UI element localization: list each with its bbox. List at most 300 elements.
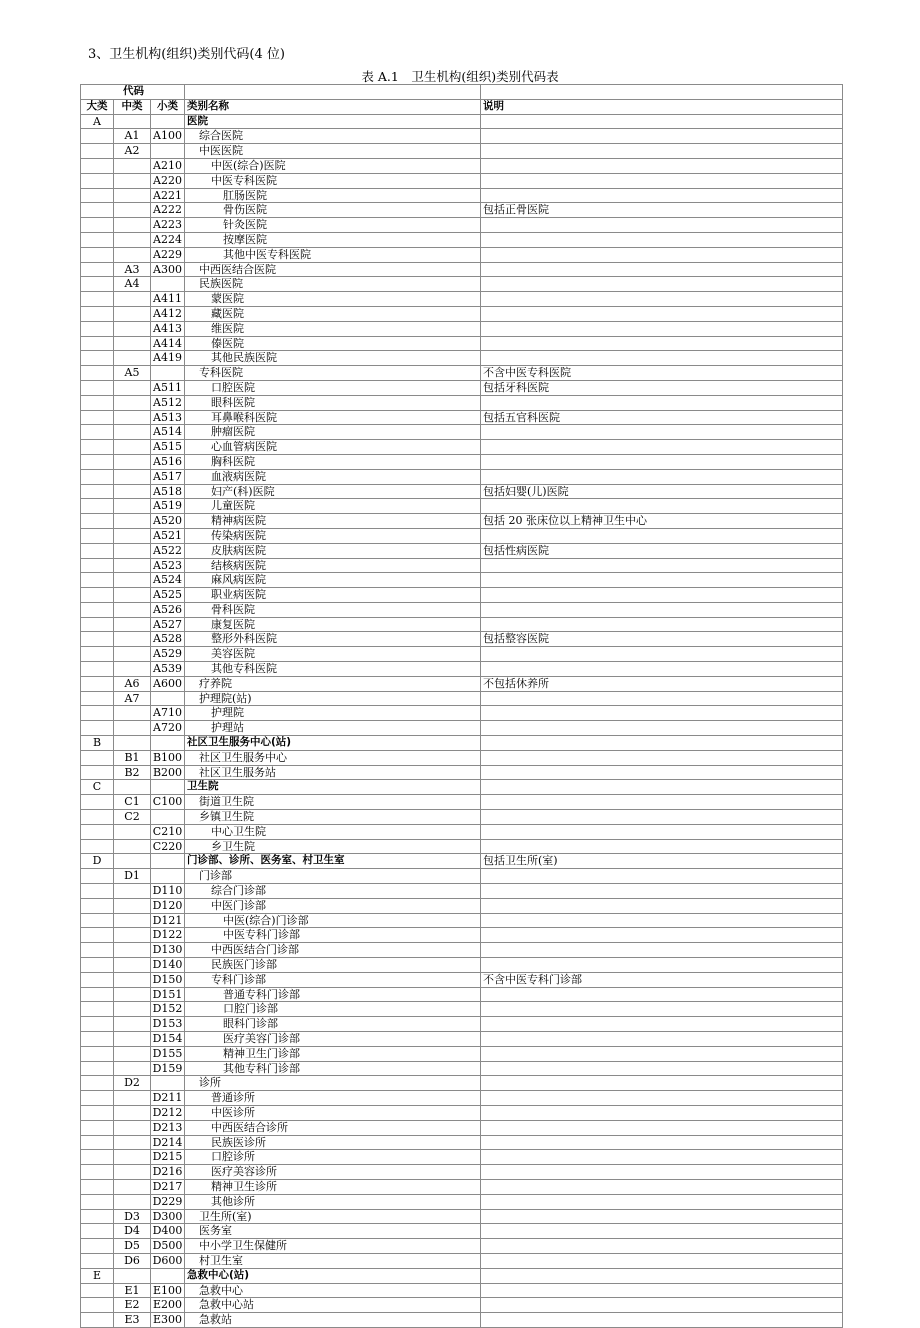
category-name-cell: 综合医院 bbox=[185, 129, 481, 144]
major-code-cell: E bbox=[81, 1268, 114, 1283]
header-medium: 中类 bbox=[114, 99, 151, 114]
minor-code-cell bbox=[151, 691, 185, 706]
table-row bbox=[81, 440, 843, 455]
minor-code-cell: C100 bbox=[151, 795, 185, 810]
note-cell bbox=[481, 691, 843, 706]
medium-code-cell bbox=[114, 1061, 151, 1076]
major-code-cell bbox=[81, 928, 114, 943]
table-row bbox=[81, 1105, 843, 1120]
minor-code-cell: A222 bbox=[151, 203, 185, 218]
table-row bbox=[81, 943, 843, 958]
medium-code-cell: A6 bbox=[114, 676, 151, 691]
table-row bbox=[81, 1091, 843, 1106]
note-cell bbox=[481, 114, 843, 129]
category-name-cell: 蒙医院 bbox=[185, 292, 481, 307]
table-row bbox=[81, 928, 843, 943]
medium-code-cell bbox=[114, 499, 151, 514]
minor-code-cell: A528 bbox=[151, 632, 185, 647]
table-row bbox=[81, 543, 843, 558]
major-code-cell bbox=[81, 129, 114, 144]
medium-code-cell bbox=[114, 1091, 151, 1106]
table-row bbox=[81, 454, 843, 469]
category-name-cell: 医疗美容门诊部 bbox=[185, 1032, 481, 1047]
medium-code-cell bbox=[114, 469, 151, 484]
minor-code-cell: D600 bbox=[151, 1253, 185, 1268]
header-code-group: 代码 bbox=[81, 85, 185, 100]
category-name-cell: 综合门诊部 bbox=[185, 884, 481, 899]
category-name-cell: 专科医院 bbox=[185, 366, 481, 381]
major-code-cell bbox=[81, 795, 114, 810]
medium-code-cell: D1 bbox=[114, 869, 151, 884]
note-cell bbox=[481, 1165, 843, 1180]
medium-code-cell bbox=[114, 632, 151, 647]
header-empty-name bbox=[185, 85, 481, 100]
note-cell bbox=[481, 602, 843, 617]
major-code-cell bbox=[81, 884, 114, 899]
table-row bbox=[81, 1313, 843, 1328]
table-row bbox=[81, 1150, 843, 1165]
category-name-cell: 中西医结合诊所 bbox=[185, 1120, 481, 1135]
major-code-cell bbox=[81, 647, 114, 662]
minor-code-cell: E200 bbox=[151, 1298, 185, 1313]
note-cell: 包括性病医院 bbox=[481, 543, 843, 558]
note-cell bbox=[481, 499, 843, 514]
minor-code-cell bbox=[151, 736, 185, 751]
category-name-cell: 乡卫生院 bbox=[185, 839, 481, 854]
note-cell bbox=[481, 721, 843, 736]
minor-code-cell: A223 bbox=[151, 218, 185, 233]
table-row bbox=[81, 1032, 843, 1047]
medium-code-cell: A7 bbox=[114, 691, 151, 706]
header-empty-note bbox=[481, 85, 843, 100]
major-code-cell bbox=[81, 588, 114, 603]
medium-code-cell bbox=[114, 188, 151, 203]
table-row bbox=[81, 321, 843, 336]
medium-code-cell: E3 bbox=[114, 1313, 151, 1328]
table-row bbox=[81, 721, 843, 736]
note-cell bbox=[481, 750, 843, 765]
medium-code-cell bbox=[114, 972, 151, 987]
minor-code-cell bbox=[151, 1268, 185, 1283]
medium-code-cell bbox=[114, 484, 151, 499]
major-code-cell: A bbox=[81, 114, 114, 129]
major-code-cell bbox=[81, 1313, 114, 1328]
table-row bbox=[81, 1239, 843, 1254]
medium-code-cell bbox=[114, 558, 151, 573]
major-code-cell bbox=[81, 218, 114, 233]
table-row bbox=[81, 1135, 843, 1150]
category-name-cell: 口腔门诊部 bbox=[185, 1002, 481, 1017]
minor-code-cell: A539 bbox=[151, 662, 185, 677]
medium-code-cell bbox=[114, 958, 151, 973]
table-row bbox=[81, 972, 843, 987]
major-code-cell bbox=[81, 824, 114, 839]
category-name-cell: 卫生院 bbox=[185, 780, 481, 795]
table-row bbox=[81, 292, 843, 307]
medium-code-cell bbox=[114, 336, 151, 351]
minor-code-cell: A525 bbox=[151, 588, 185, 603]
category-name-cell: 中医(综合)门诊部 bbox=[185, 913, 481, 928]
medium-code-cell bbox=[114, 884, 151, 899]
category-name-cell: 麻风病医院 bbox=[185, 573, 481, 588]
medium-code-cell bbox=[114, 1017, 151, 1032]
category-name-cell: 中医专科门诊部 bbox=[185, 928, 481, 943]
minor-code-cell: D159 bbox=[151, 1061, 185, 1076]
category-name-cell: 卫生所(室) bbox=[185, 1209, 481, 1224]
note-cell: 包括整容医院 bbox=[481, 632, 843, 647]
medium-code-cell bbox=[114, 173, 151, 188]
medium-code-cell bbox=[114, 395, 151, 410]
major-code-cell bbox=[81, 1150, 114, 1165]
note-cell bbox=[481, 158, 843, 173]
table-row bbox=[81, 277, 843, 292]
major-code-cell bbox=[81, 1283, 114, 1298]
category-name-cell: 急救中心 bbox=[185, 1283, 481, 1298]
note-cell bbox=[481, 928, 843, 943]
table-row bbox=[81, 750, 843, 765]
minor-code-cell: D154 bbox=[151, 1032, 185, 1047]
note-cell bbox=[481, 336, 843, 351]
minor-code-cell: A600 bbox=[151, 676, 185, 691]
category-name-cell: 中西医结合医院 bbox=[185, 262, 481, 277]
table-row bbox=[81, 425, 843, 440]
category-name-cell: 精神病医院 bbox=[185, 514, 481, 529]
table-row bbox=[81, 810, 843, 825]
minor-code-cell bbox=[151, 366, 185, 381]
table-row bbox=[81, 380, 843, 395]
minor-code-cell: A529 bbox=[151, 647, 185, 662]
major-code-cell bbox=[81, 839, 114, 854]
minor-code-cell: A519 bbox=[151, 499, 185, 514]
major-code-cell bbox=[81, 632, 114, 647]
major-code-cell bbox=[81, 1061, 114, 1076]
medium-code-cell bbox=[114, 232, 151, 247]
note-cell bbox=[481, 1091, 843, 1106]
note-cell bbox=[481, 647, 843, 662]
medium-code-cell bbox=[114, 410, 151, 425]
table-row bbox=[81, 691, 843, 706]
note-cell bbox=[481, 440, 843, 455]
note-cell bbox=[481, 395, 843, 410]
note-cell bbox=[481, 247, 843, 262]
note-cell: 包括五官科医院 bbox=[481, 410, 843, 425]
medium-code-cell bbox=[114, 898, 151, 913]
major-code-cell bbox=[81, 173, 114, 188]
medium-code-cell bbox=[114, 321, 151, 336]
medium-code-cell bbox=[114, 913, 151, 928]
note-cell bbox=[481, 1135, 843, 1150]
major-code-cell bbox=[81, 706, 114, 721]
minor-code-cell: D153 bbox=[151, 1017, 185, 1032]
major-code-cell bbox=[81, 750, 114, 765]
table-row bbox=[81, 1283, 843, 1298]
major-code-cell bbox=[81, 484, 114, 499]
major-code-cell bbox=[81, 1105, 114, 1120]
category-name-cell: 乡镇卫生院 bbox=[185, 810, 481, 825]
medium-code-cell bbox=[114, 351, 151, 366]
major-code-cell bbox=[81, 1002, 114, 1017]
category-name-cell: 眼科医院 bbox=[185, 395, 481, 410]
note-cell bbox=[481, 1046, 843, 1061]
medium-code-cell bbox=[114, 854, 151, 869]
minor-code-cell bbox=[151, 810, 185, 825]
major-code-cell bbox=[81, 514, 114, 529]
major-code-cell bbox=[81, 292, 114, 307]
minor-code-cell: A220 bbox=[151, 173, 185, 188]
category-name-cell: 口腔医院 bbox=[185, 380, 481, 395]
header-major: 大类 bbox=[81, 99, 114, 114]
major-code-cell bbox=[81, 336, 114, 351]
medium-code-cell bbox=[114, 721, 151, 736]
minor-code-cell: A414 bbox=[151, 336, 185, 351]
medium-code-cell bbox=[114, 292, 151, 307]
medium-code-cell bbox=[114, 218, 151, 233]
category-name-cell: 急救站 bbox=[185, 1313, 481, 1328]
table-row bbox=[81, 203, 843, 218]
major-code-cell bbox=[81, 528, 114, 543]
category-name-cell: 美容医院 bbox=[185, 647, 481, 662]
minor-code-cell: A413 bbox=[151, 321, 185, 336]
note-cell: 不包括休养所 bbox=[481, 676, 843, 691]
minor-code-cell bbox=[151, 869, 185, 884]
category-name-cell: 医务室 bbox=[185, 1224, 481, 1239]
medium-code-cell bbox=[114, 203, 151, 218]
minor-code-cell: A710 bbox=[151, 706, 185, 721]
note-cell bbox=[481, 780, 843, 795]
major-code-cell bbox=[81, 1224, 114, 1239]
major-code-cell bbox=[81, 395, 114, 410]
category-name-cell: 其他诊所 bbox=[185, 1194, 481, 1209]
minor-code-cell: E300 bbox=[151, 1313, 185, 1328]
minor-code-cell: D121 bbox=[151, 913, 185, 928]
table-row bbox=[81, 129, 843, 144]
medium-code-cell: D6 bbox=[114, 1253, 151, 1268]
major-code-cell bbox=[81, 543, 114, 558]
category-name-cell: 中医诊所 bbox=[185, 1105, 481, 1120]
major-code-cell bbox=[81, 676, 114, 691]
major-code-cell bbox=[81, 203, 114, 218]
medium-code-cell: B2 bbox=[114, 765, 151, 780]
major-code-cell bbox=[81, 410, 114, 425]
note-cell bbox=[481, 1239, 843, 1254]
note-cell bbox=[481, 292, 843, 307]
category-name-cell: 传染病医院 bbox=[185, 528, 481, 543]
major-code-cell bbox=[81, 691, 114, 706]
table-row bbox=[81, 1268, 843, 1283]
medium-code-cell bbox=[114, 647, 151, 662]
medium-code-cell bbox=[114, 514, 151, 529]
major-code-cell bbox=[81, 1076, 114, 1091]
minor-code-cell: A517 bbox=[151, 469, 185, 484]
major-code-cell bbox=[81, 869, 114, 884]
major-code-cell bbox=[81, 454, 114, 469]
minor-code-cell: D229 bbox=[151, 1194, 185, 1209]
category-name-cell: 中医(综合)医院 bbox=[185, 158, 481, 173]
major-code-cell bbox=[81, 617, 114, 632]
table-row bbox=[81, 1165, 843, 1180]
minor-code-cell bbox=[151, 854, 185, 869]
minor-code-cell: A514 bbox=[151, 425, 185, 440]
category-name-cell: 其他中医专科医院 bbox=[185, 247, 481, 262]
category-name-cell: 维医院 bbox=[185, 321, 481, 336]
note-cell bbox=[481, 573, 843, 588]
note-cell bbox=[481, 943, 843, 958]
major-code-cell bbox=[81, 366, 114, 381]
medium-code-cell bbox=[114, 1105, 151, 1120]
category-name-cell: 中医医院 bbox=[185, 144, 481, 159]
category-name-cell: 儿童医院 bbox=[185, 499, 481, 514]
table-row bbox=[81, 410, 843, 425]
category-name-cell: 肛肠医院 bbox=[185, 188, 481, 203]
note-cell bbox=[481, 795, 843, 810]
note-cell bbox=[481, 958, 843, 973]
minor-code-cell: D217 bbox=[151, 1179, 185, 1194]
note-cell: 不含中医专科医院 bbox=[481, 366, 843, 381]
note-cell bbox=[481, 1150, 843, 1165]
medium-code-cell: A3 bbox=[114, 262, 151, 277]
table-row bbox=[81, 958, 843, 973]
table-row bbox=[81, 395, 843, 410]
category-name-cell: 民族医诊所 bbox=[185, 1135, 481, 1150]
note-cell bbox=[481, 839, 843, 854]
category-name-cell: 门诊部 bbox=[185, 869, 481, 884]
minor-code-cell: A419 bbox=[151, 351, 185, 366]
note-cell bbox=[481, 1179, 843, 1194]
note-cell: 包括牙科医院 bbox=[481, 380, 843, 395]
note-cell bbox=[481, 144, 843, 159]
category-name-cell: 街道卫生院 bbox=[185, 795, 481, 810]
medium-code-cell bbox=[114, 736, 151, 751]
medium-code-cell: D3 bbox=[114, 1209, 151, 1224]
major-code-cell bbox=[81, 810, 114, 825]
note-cell bbox=[481, 810, 843, 825]
medium-code-cell bbox=[114, 588, 151, 603]
major-code-cell bbox=[81, 380, 114, 395]
medium-code-cell bbox=[114, 987, 151, 1002]
medium-code-cell: A4 bbox=[114, 277, 151, 292]
major-code-cell bbox=[81, 972, 114, 987]
medium-code-cell: D4 bbox=[114, 1224, 151, 1239]
note-cell bbox=[481, 1061, 843, 1076]
minor-code-cell: A512 bbox=[151, 395, 185, 410]
note-cell bbox=[481, 425, 843, 440]
note-cell: 包括卫生所(室) bbox=[481, 854, 843, 869]
category-name-cell: 诊所 bbox=[185, 1076, 481, 1091]
category-name-cell: 普通专科门诊部 bbox=[185, 987, 481, 1002]
major-code-cell bbox=[81, 144, 114, 159]
note-cell bbox=[481, 277, 843, 292]
minor-code-cell: A515 bbox=[151, 440, 185, 455]
medium-code-cell bbox=[114, 1135, 151, 1150]
table-row bbox=[81, 617, 843, 632]
minor-code-cell bbox=[151, 114, 185, 129]
medium-code-cell bbox=[114, 528, 151, 543]
medium-code-cell: E1 bbox=[114, 1283, 151, 1298]
category-name-cell: 傣医院 bbox=[185, 336, 481, 351]
minor-code-cell: D120 bbox=[151, 898, 185, 913]
major-code-cell bbox=[81, 188, 114, 203]
medium-code-cell bbox=[114, 158, 151, 173]
minor-code-cell: D215 bbox=[151, 1150, 185, 1165]
medium-code-cell bbox=[114, 617, 151, 632]
major-code-cell bbox=[81, 943, 114, 958]
category-name-cell: 医疗美容诊所 bbox=[185, 1165, 481, 1180]
category-name-cell: 口腔诊所 bbox=[185, 1150, 481, 1165]
minor-code-cell: A522 bbox=[151, 543, 185, 558]
major-code-cell bbox=[81, 1298, 114, 1313]
major-code-cell bbox=[81, 469, 114, 484]
category-name-cell: 职业病医院 bbox=[185, 588, 481, 603]
minor-code-cell bbox=[151, 780, 185, 795]
medium-code-cell bbox=[114, 114, 151, 129]
minor-code-cell: B100 bbox=[151, 750, 185, 765]
minor-code-cell: D213 bbox=[151, 1120, 185, 1135]
note-cell bbox=[481, 528, 843, 543]
category-name-cell: 急救中心(站) bbox=[185, 1268, 481, 1283]
minor-code-cell: A520 bbox=[151, 514, 185, 529]
category-name-cell: 骨科医院 bbox=[185, 602, 481, 617]
minor-code-cell: A511 bbox=[151, 380, 185, 395]
medium-code-cell bbox=[114, 1179, 151, 1194]
major-code-cell bbox=[81, 1046, 114, 1061]
major-code-cell: C bbox=[81, 780, 114, 795]
note-cell bbox=[481, 306, 843, 321]
section-heading: 3、卫生机构(组织)类别代码(4 位) bbox=[88, 47, 285, 62]
medium-code-cell: C2 bbox=[114, 810, 151, 825]
category-name-cell: 门诊部、诊所、医务室、村卫生室 bbox=[185, 854, 481, 869]
minor-code-cell: C210 bbox=[151, 824, 185, 839]
category-name-cell: 中医专科医院 bbox=[185, 173, 481, 188]
table-row bbox=[81, 1002, 843, 1017]
table-row bbox=[81, 602, 843, 617]
table-row bbox=[81, 366, 843, 381]
header-row-group bbox=[81, 85, 843, 100]
table-row bbox=[81, 306, 843, 321]
major-code-cell bbox=[81, 1209, 114, 1224]
table-row bbox=[81, 144, 843, 159]
minor-code-cell: A513 bbox=[151, 410, 185, 425]
medium-code-cell: A1 bbox=[114, 129, 151, 144]
medium-code-cell: D5 bbox=[114, 1239, 151, 1254]
category-name-cell: 血液病医院 bbox=[185, 469, 481, 484]
minor-code-cell: A526 bbox=[151, 602, 185, 617]
table-row bbox=[81, 632, 843, 647]
table-row bbox=[81, 351, 843, 366]
table-row bbox=[81, 514, 843, 529]
category-name-cell: 眼科门诊部 bbox=[185, 1017, 481, 1032]
table-row bbox=[81, 173, 843, 188]
table-row bbox=[81, 262, 843, 277]
major-code-cell bbox=[81, 573, 114, 588]
note-cell bbox=[481, 662, 843, 677]
major-code-cell bbox=[81, 721, 114, 736]
category-name-cell: 社区卫生服务中心 bbox=[185, 750, 481, 765]
category-name-cell: 针灸医院 bbox=[185, 218, 481, 233]
table-row bbox=[81, 839, 843, 854]
medium-code-cell: C1 bbox=[114, 795, 151, 810]
table-row bbox=[81, 824, 843, 839]
minor-code-cell: D211 bbox=[151, 1091, 185, 1106]
category-name-cell: 胸科医院 bbox=[185, 454, 481, 469]
medium-code-cell bbox=[114, 440, 151, 455]
major-code-cell bbox=[81, 158, 114, 173]
note-cell bbox=[481, 588, 843, 603]
medium-code-cell bbox=[114, 573, 151, 588]
category-name-cell: 护理站 bbox=[185, 721, 481, 736]
note-cell bbox=[481, 1313, 843, 1328]
table-row bbox=[81, 499, 843, 514]
medium-code-cell bbox=[114, 454, 151, 469]
